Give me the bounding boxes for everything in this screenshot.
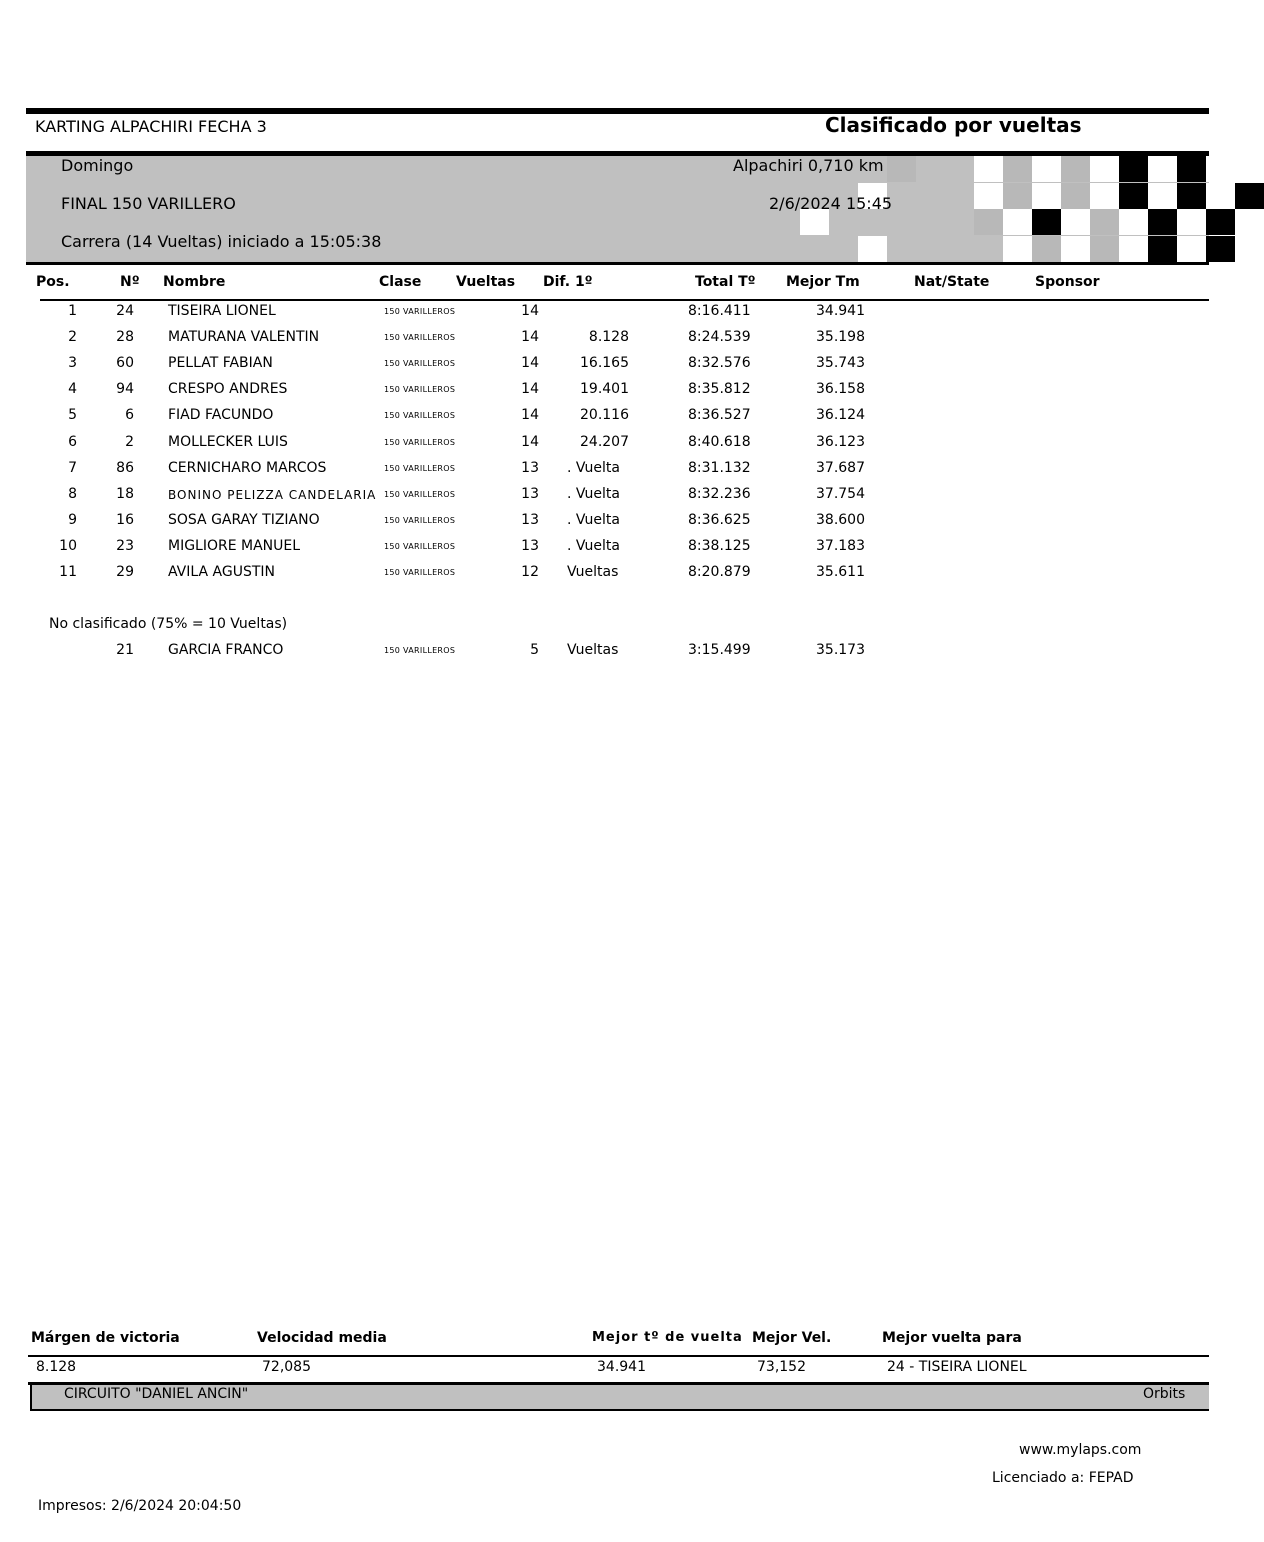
- table-row: [0, 486, 1209, 512]
- best-cell: 35.198: [816, 329, 865, 346]
- laps-cell: 5: [530, 642, 539, 658]
- total-cell: 8:32.236: [688, 485, 751, 502]
- class-cell: 150 VARILLEROS: [384, 411, 456, 421]
- flag-square: [1032, 183, 1061, 209]
- best-cell: 35.743: [816, 355, 865, 372]
- class-cell: 150 VARILLEROS: [384, 385, 456, 395]
- class-cell: 150 VARILLEROS: [384, 463, 456, 473]
- col-sponsor: Sponsor: [1035, 274, 1100, 290]
- event-title: KARTING ALPACHIRI FECHA 3: [35, 117, 267, 136]
- col-pos: Pos.: [36, 274, 70, 290]
- gap-cell: 20.116: [580, 407, 629, 424]
- num-cell: 29: [116, 564, 134, 580]
- flag-square: [1206, 156, 1235, 182]
- licensed-label: Licenciado a: FEPAD: [992, 1470, 1134, 1486]
- table-row: [0, 329, 1209, 355]
- total-cell: 3:15.499: [688, 642, 751, 658]
- best-cell: 36.158: [816, 381, 865, 398]
- pos-cell: 6: [68, 433, 77, 450]
- flag-square: [1206, 209, 1235, 235]
- name-cell: CERNICHARO MARCOS: [168, 459, 327, 476]
- total-cell: 8:38.125: [688, 537, 751, 554]
- best-cell: 36.124: [816, 407, 865, 424]
- flag-square: [1119, 156, 1148, 182]
- pos-cell: 8: [68, 485, 77, 502]
- laps-cell: 14: [521, 407, 539, 424]
- total-cell: 8:36.625: [688, 511, 751, 528]
- table-row: [0, 642, 1209, 668]
- summary-avg-speed-value: 72,085: [262, 1359, 311, 1375]
- gap-cell: Vueltas: [567, 642, 619, 658]
- gap-cell: . Vuelta: [567, 485, 620, 502]
- num-cell: 6: [125, 407, 134, 424]
- name-cell: MATURANA VALENTIN: [168, 329, 320, 346]
- gap-cell: . Vuelta: [567, 459, 620, 476]
- summary-avg-speed-label: Velocidad media: [257, 1330, 387, 1346]
- table-row: [0, 355, 1209, 381]
- summary-best-speed-value: 73,152: [757, 1359, 806, 1375]
- flag-square: [887, 156, 916, 182]
- name-cell: BONINO PELIZZA CANDELARIA: [168, 487, 377, 502]
- pos-cell: 7: [68, 459, 77, 476]
- col-best: Mejor Tm: [786, 274, 860, 290]
- flag-square: [1177, 183, 1206, 209]
- printed-timestamp: Impresos: 2/6/2024 20:04:50: [38, 1498, 242, 1514]
- pos-cell: 9: [68, 511, 77, 528]
- laps-cell: 14: [521, 355, 539, 372]
- flag-square: [1061, 183, 1090, 209]
- table-row: [0, 564, 1209, 590]
- laps-cell: 14: [521, 303, 539, 319]
- flag-square: [1003, 209, 1032, 235]
- summary-best-lap-by-value: 24 - TISEIRA LIONEL: [887, 1359, 1027, 1375]
- flag-square: [1032, 236, 1061, 262]
- class-cell: 150 VARILLEROS: [384, 359, 456, 369]
- total-cell: 8:24.539: [688, 329, 751, 346]
- name-cell: PELLAT FABIAN: [168, 355, 273, 372]
- col-nat: Nat/State: [914, 274, 990, 290]
- laps-cell: 13: [521, 459, 539, 476]
- session-label: FINAL 150 VARILLERO: [61, 194, 236, 213]
- pos-cell: 4: [68, 381, 77, 398]
- name-cell: SOSA GARAY TIZIANO: [168, 511, 320, 528]
- num-cell: 94: [116, 381, 134, 398]
- laps-cell: 14: [521, 381, 539, 398]
- name-cell: MOLLECKER LUIS: [168, 433, 288, 450]
- flag-square: [1003, 183, 1032, 209]
- band-bottom-rule: [26, 262, 1209, 265]
- report-title: Clasificado por vueltas: [825, 113, 1082, 137]
- flag-square: [974, 209, 1003, 235]
- class-cell: 150 VARILLEROS: [384, 307, 456, 316]
- flag-square: [1061, 209, 1090, 235]
- flag-square: [1119, 183, 1148, 209]
- flag-square: [974, 183, 1003, 209]
- pos-cell: 11: [59, 564, 77, 580]
- table-row: [0, 512, 1209, 538]
- class-cell: 150 VARILLEROS: [384, 489, 456, 499]
- laps-cell: 13: [521, 485, 539, 502]
- total-cell: 8:36.527: [688, 407, 751, 424]
- flag-square: [1177, 209, 1206, 235]
- summary-margin-value: 8.128: [36, 1359, 77, 1375]
- flag-square: [1148, 209, 1177, 235]
- flag-square: [1032, 156, 1061, 182]
- table-row: [0, 303, 1209, 329]
- summary-best-lap-by-label: Mejor vuelta para: [882, 1330, 1022, 1346]
- summary-best-lap-value: 34.941: [597, 1359, 646, 1375]
- table-row: [0, 434, 1209, 460]
- race-info: Carrera (14 Vueltas) iniciado a 15:05:38: [61, 232, 382, 251]
- col-name: Nombre: [163, 274, 226, 290]
- best-cell: 35.611: [816, 564, 865, 580]
- flag-square: [1119, 236, 1148, 262]
- num-cell: 18: [116, 485, 134, 502]
- name-cell: GARCIA FRANCO: [168, 642, 284, 658]
- best-cell: 37.687: [816, 459, 865, 476]
- num-cell: 21: [116, 642, 134, 658]
- flag-square: [1148, 156, 1177, 182]
- num-cell: 28: [116, 329, 134, 346]
- header-rule: [40, 299, 1209, 301]
- flag-square: [1090, 183, 1119, 209]
- class-cell: 150 VARILLEROS: [384, 541, 456, 551]
- flag-square: [1003, 236, 1032, 262]
- table-row: [0, 407, 1209, 433]
- total-cell: 8:35.812: [688, 381, 751, 398]
- website-link[interactable]: www.mylaps.com: [1019, 1442, 1142, 1458]
- flag-square: [1032, 209, 1061, 235]
- laps-cell: 13: [521, 537, 539, 554]
- flag-square: [1235, 183, 1264, 209]
- pos-cell: 5: [68, 407, 77, 424]
- results-header: [0, 272, 1209, 300]
- num-cell: 24: [116, 303, 134, 319]
- pos-cell: 3: [68, 355, 77, 372]
- pos-cell: 10: [59, 537, 77, 554]
- laps-cell: 14: [521, 433, 539, 450]
- summary-margin-label: Márgen de victoria: [31, 1330, 180, 1346]
- best-cell: 37.754: [816, 485, 865, 502]
- system-name: Orbits: [1143, 1386, 1186, 1402]
- total-cell: 8:20.879: [688, 564, 751, 580]
- flag-square: [1090, 209, 1119, 235]
- gap-cell: 24.207: [580, 433, 629, 450]
- best-cell: 36.123: [816, 433, 865, 450]
- day-label: Domingo: [61, 156, 134, 175]
- name-cell: FIAD FACUNDO: [168, 407, 274, 424]
- laps-cell: 14: [521, 329, 539, 346]
- flag-square: [974, 156, 1003, 182]
- flag-square: [1148, 183, 1177, 209]
- col-total: Total Tº: [695, 274, 756, 290]
- gap-cell: . Vuelta: [567, 537, 620, 554]
- class-cell: 150 VARILLEROS: [384, 515, 456, 525]
- summary-rule: [28, 1355, 1209, 1357]
- table-row: [0, 460, 1209, 486]
- total-cell: 8:40.618: [688, 433, 751, 450]
- flag-square: [1206, 183, 1235, 209]
- flag-square: [1119, 209, 1148, 235]
- name-cell: AVILA AGUSTIN: [168, 564, 276, 580]
- col-class: Clase: [379, 274, 422, 290]
- total-cell: 8:31.132: [688, 459, 751, 476]
- num-cell: 86: [116, 459, 134, 476]
- flag-square: [1090, 236, 1119, 262]
- total-cell: 8:16.411: [688, 303, 751, 319]
- pos-cell: 2: [68, 329, 77, 346]
- table-row: [0, 381, 1209, 407]
- gap-cell: Vueltas: [567, 564, 619, 580]
- gap-cell: 16.165: [580, 355, 629, 372]
- flag-square: [1206, 236, 1235, 262]
- col-laps: Vueltas: [456, 274, 516, 290]
- gap-cell: 19.401: [580, 381, 629, 398]
- name-cell: TISEIRA LIONEL: [168, 303, 276, 319]
- flag-square: [1003, 156, 1032, 182]
- best-cell: 38.600: [816, 511, 865, 528]
- class-cell: 150 VARILLEROS: [384, 333, 456, 343]
- track-label: Alpachiri 0,710 km: [733, 156, 884, 175]
- flag-square: [1177, 156, 1206, 182]
- best-cell: 34.941: [816, 303, 865, 319]
- best-cell: 35.173: [816, 642, 865, 658]
- name-cell: CRESPO ANDRES: [168, 381, 288, 398]
- num-cell: 2: [125, 433, 134, 450]
- col-num: Nº: [120, 274, 140, 290]
- num-cell: 16: [116, 511, 134, 528]
- summary-best-lap-label: Mejor tº de vuelta: [592, 1330, 743, 1345]
- not-classified-label: No clasificado (75% = 10 Vueltas): [49, 616, 288, 632]
- gap-cell: 8.128: [588, 329, 629, 346]
- flag-square: [1061, 236, 1090, 262]
- col-gap: Dif. 1º: [543, 274, 593, 290]
- total-cell: 8:32.576: [688, 355, 751, 372]
- flag-square: [1148, 236, 1177, 262]
- table-row: [0, 538, 1209, 564]
- name-cell: MIGLIORE MANUEL: [168, 537, 301, 554]
- num-cell: 23: [116, 537, 134, 554]
- circuit-name: CIRCUITO "DANIEL ANCIN": [64, 1386, 249, 1402]
- class-cell: 150 VARILLEROS: [384, 568, 456, 577]
- gap-cell: . Vuelta: [567, 511, 620, 528]
- pos-cell: 1: [68, 303, 77, 319]
- summary-best-speed-label: Mejor Vel.: [752, 1330, 832, 1346]
- laps-cell: 12: [521, 564, 539, 580]
- best-cell: 37.183: [816, 537, 865, 554]
- flag-square: [1090, 156, 1119, 182]
- num-cell: 60: [116, 355, 134, 372]
- class-cell: 150 VARILLEROS: [384, 646, 456, 655]
- flag-square: [858, 236, 887, 262]
- flag-square: [1061, 156, 1090, 182]
- datetime-label: 2/6/2024 15:45: [769, 194, 893, 213]
- class-cell: 150 VARILLEROS: [384, 437, 456, 447]
- flag-square: [1177, 236, 1206, 262]
- laps-cell: 13: [521, 511, 539, 528]
